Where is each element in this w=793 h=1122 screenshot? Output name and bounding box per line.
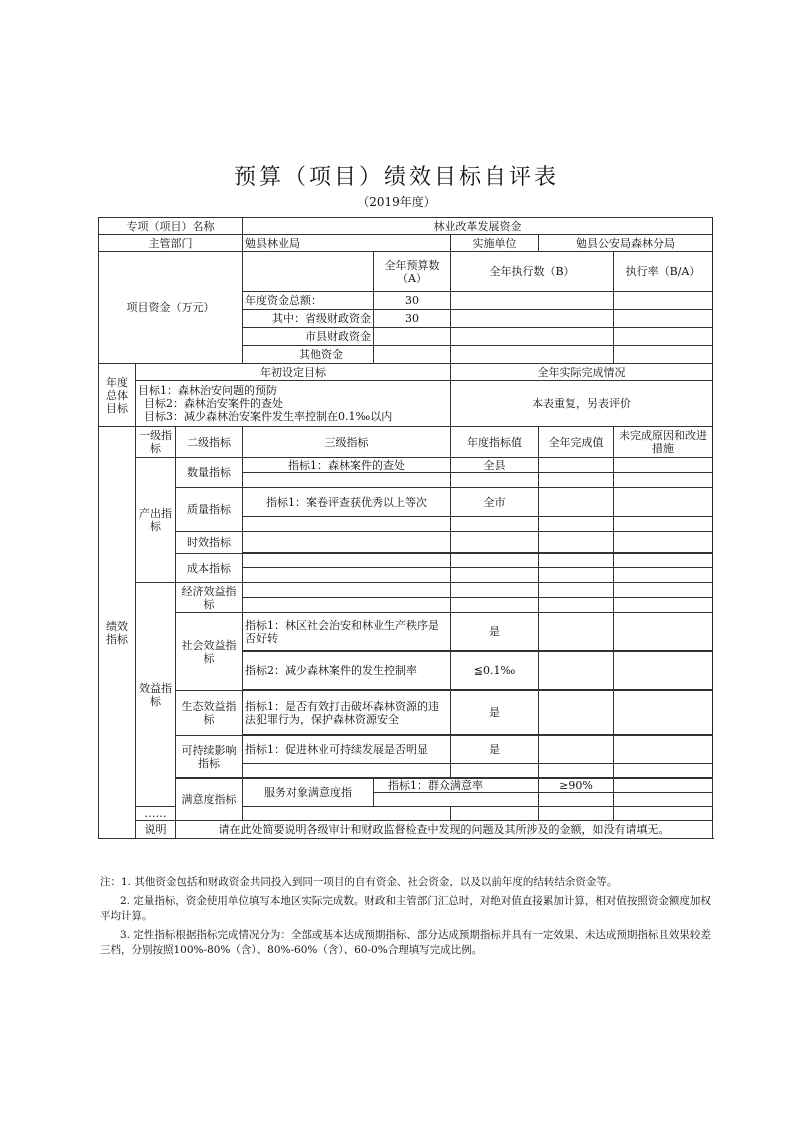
funds-row-budget xyxy=(374,346,451,364)
indicator-actual xyxy=(539,554,614,568)
indicator-name xyxy=(374,793,539,807)
goal-item: 目标1：森林治安问题的预防 xyxy=(138,384,277,397)
timeliness-label: 时效指标 xyxy=(176,532,243,554)
indicator-name: 指标1：森林案件的查处 xyxy=(243,458,451,473)
page-title: 预算（项目）绩效目标自评表 xyxy=(233,165,559,190)
target-header: 年度指标值 xyxy=(451,427,539,458)
dept-value: 勉县林业局 xyxy=(243,235,451,252)
quantity-label: 数量指标 xyxy=(176,458,243,488)
indicator-name: 指标1：林区社会治安和林业生产秩序是否好转 xyxy=(243,613,451,651)
remark-label: 说明 xyxy=(136,821,176,839)
indicator-target xyxy=(451,598,539,613)
indicator-name: 指标1：群众满意率 xyxy=(374,779,539,793)
indicator-reason xyxy=(614,568,713,583)
project-name-value: 林业改革发展资金 xyxy=(243,218,713,235)
indicator-reason xyxy=(614,554,713,568)
funds-row-rate xyxy=(614,346,713,364)
funds-row-executed xyxy=(451,328,614,346)
indicator-actual xyxy=(614,779,713,793)
cost-label: 成本指标 xyxy=(176,554,243,583)
indicator-reason xyxy=(614,488,713,517)
funds-row-label: 市县财政资金 xyxy=(243,328,374,346)
quality-label: 质量指标 xyxy=(176,488,243,532)
indicator-name: 指标1：是否有效打击破坏森林资源的违法犯罪行为，保护森林资源安全 xyxy=(243,691,451,735)
funds-row-executed xyxy=(451,310,614,328)
indicator-row xyxy=(99,458,713,473)
project-name-label: 专项（项目）名称 xyxy=(99,218,243,235)
indicator-row xyxy=(99,488,713,517)
indicator-name: 指标2：减少森林案件的发生控制率 xyxy=(243,652,451,690)
goal-item: 目标2：森林治安案件的查处 xyxy=(144,397,283,410)
indicator-actual xyxy=(614,793,713,807)
indicator-reason xyxy=(614,764,713,778)
indicator-target xyxy=(451,517,539,532)
funds-row-rate xyxy=(614,292,713,310)
indicator-actual xyxy=(539,488,614,517)
indicator-reason xyxy=(614,807,713,821)
indicator-name xyxy=(243,764,451,778)
indicator-name: 指标1：案卷评查获优秀以上等次 xyxy=(243,488,451,517)
funds-row-budget: 30 xyxy=(374,310,451,328)
indicator-actual xyxy=(539,691,614,735)
indicator-reason xyxy=(614,613,713,651)
indicator-row xyxy=(99,779,713,793)
actual-header: 全年完成值 xyxy=(539,427,614,458)
goals-actual-value: 本表重复，另表评价 xyxy=(451,381,713,427)
funds-executed-header: 全年执行数（B） xyxy=(451,252,614,292)
indicator-actual xyxy=(539,598,614,613)
indicator-name xyxy=(243,532,451,553)
indicators-header-row xyxy=(99,427,713,458)
indicator-target: 是 xyxy=(451,691,539,735)
indicator-target xyxy=(451,764,539,778)
footnote-item: 注：1. 其他资金包括和财政资金共同投入到同一项目的自有资金、社会资金，以及以前年度的结转结余资金等。 xyxy=(100,876,618,888)
indicator-target: 全县 xyxy=(451,458,539,473)
indicator-target xyxy=(451,568,539,583)
evaluation-table xyxy=(98,217,713,839)
indicator-actual xyxy=(539,473,614,488)
footnote-item: 2. 定量指标，资金使用单位填写本地区实际完成数。财政和主管部门汇总时，对绝对值直接累加计算，相对值按照资金额度加权平均计算。 xyxy=(100,895,711,922)
footnote-item: 3. 定性指标根据指标完成情况分为：全部或基本达成预期指标、部分达成预期指标并具有一定效果、未达成预期指标且效果较差三档，分别按照100%-80%（含）、80%-60%（含）、60-0%合理填写完成比例。 xyxy=(100,929,711,956)
indicator-actual xyxy=(539,568,614,583)
indicator-target xyxy=(451,554,539,568)
sustainable-label: 可持续影响指标 xyxy=(176,736,243,778)
indicator-target xyxy=(451,807,539,821)
funds-row-budget xyxy=(374,328,451,346)
indicator-row xyxy=(99,554,713,568)
indicator-target xyxy=(451,583,539,598)
indicator-row xyxy=(99,532,713,553)
funds-row-label: 年度资金总额： xyxy=(243,292,374,310)
funds-row-label: 其他资金 xyxy=(243,346,374,364)
indicator-row xyxy=(99,583,713,598)
indicator-actual xyxy=(539,613,614,651)
indicator-actual xyxy=(539,736,614,764)
goals-set-header: 年初设定目标 xyxy=(136,364,451,381)
funds-header-row xyxy=(99,252,713,292)
funds-label: 项目资金（万元） xyxy=(99,252,243,364)
indicator-target: 是 xyxy=(451,613,539,651)
indicator-row xyxy=(99,736,713,764)
indicator-name xyxy=(243,583,451,598)
funds-row-executed xyxy=(451,292,614,310)
goals-actual-header: 全年实际完成情况 xyxy=(451,364,713,381)
goals-set-list xyxy=(136,381,451,427)
satisfaction-label: 满意度指标 xyxy=(176,779,243,821)
footnotes xyxy=(100,875,712,962)
impl-unit-value: 勉县公安局森林分局 xyxy=(539,235,713,252)
funds-row-label: 其中：省级财政资金 xyxy=(243,310,374,328)
indicator-reason xyxy=(614,517,713,532)
indicator-actual xyxy=(539,532,614,553)
indicator-reason xyxy=(614,583,713,598)
indicator-target: ≥90% xyxy=(539,779,614,793)
indicator-name xyxy=(243,554,451,568)
project-name-row xyxy=(99,218,713,235)
funds-row-budget: 30 xyxy=(374,292,451,310)
indicator-reason xyxy=(614,473,713,488)
indicator-actual xyxy=(539,807,614,821)
indicator-name xyxy=(243,807,451,821)
funds-row-rate xyxy=(614,310,713,328)
indicator-target xyxy=(451,473,539,488)
indicator-reason xyxy=(614,691,713,735)
indicator-row xyxy=(99,691,713,735)
funds-rate-header: 执行率（B/A） xyxy=(614,252,713,292)
indicator-target: ≦0.1‰ xyxy=(451,652,539,690)
funds-row-executed xyxy=(451,346,614,364)
indicator-name xyxy=(243,598,451,613)
dept-label: 主管部门 xyxy=(99,235,243,252)
goals-header-row xyxy=(99,364,713,381)
goals-content-row xyxy=(99,381,713,427)
funds-row-rate xyxy=(614,328,713,346)
indicator-reason xyxy=(614,652,713,690)
indicator-actual xyxy=(539,458,614,473)
funds-budget-header: 全年预算数（A） xyxy=(374,252,451,292)
indicator-actual xyxy=(539,764,614,778)
indicator-target: 是 xyxy=(451,736,539,764)
indicator-name xyxy=(243,517,451,532)
page-subtitle: （2019年度） xyxy=(357,195,436,209)
indicators-label: 绩效指标 xyxy=(99,427,136,839)
ecological-label: 生态效益指标 xyxy=(176,691,243,736)
service-label: 服务对象满意度指 xyxy=(243,779,374,807)
impl-unit-label: 实施单位 xyxy=(451,235,539,252)
goal-item: 目标3：减少森林治安案件发生率控制在0.1‰以内 xyxy=(144,410,393,423)
indicator-actual xyxy=(539,583,614,598)
ellipsis-label: …… xyxy=(136,807,176,821)
funds-blank-header xyxy=(243,252,374,292)
level2-header: 二级指标 xyxy=(176,427,243,458)
indicator-reason xyxy=(614,598,713,613)
indicator-reason xyxy=(614,532,713,553)
indicator-actual xyxy=(539,652,614,690)
social-label: 社会效益指标 xyxy=(176,613,243,691)
indicator-reason xyxy=(614,458,713,473)
indicator-target xyxy=(539,793,614,807)
remark-row xyxy=(99,821,713,839)
reason-header: 未完成原因和改进措施 xyxy=(614,427,713,458)
goals-label: 年度总体目标 xyxy=(99,364,136,427)
level1-header: 一级指标 xyxy=(136,427,176,458)
level3-header: 三级指标 xyxy=(243,427,451,458)
dept-row xyxy=(99,235,713,252)
indicator-target xyxy=(451,532,539,553)
indicator-name xyxy=(243,568,451,583)
indicator-name: 指标1：促进林业可持续发展是否明显 xyxy=(243,736,451,764)
indicator-actual xyxy=(539,517,614,532)
remark-text: 请在此处简要说明各级审计和财政监督检查中发现的问题及其所涉及的金额，如没有请填无。 xyxy=(176,821,713,839)
indicator-reason xyxy=(614,736,713,764)
indicator-target: 全市 xyxy=(451,488,539,517)
output-label: 产出指标 xyxy=(136,458,176,583)
economic-label: 经济效益指标 xyxy=(176,583,243,613)
indicator-row xyxy=(99,613,713,651)
benefit-label: 效益指标 xyxy=(136,583,176,807)
indicator-name xyxy=(243,473,451,488)
